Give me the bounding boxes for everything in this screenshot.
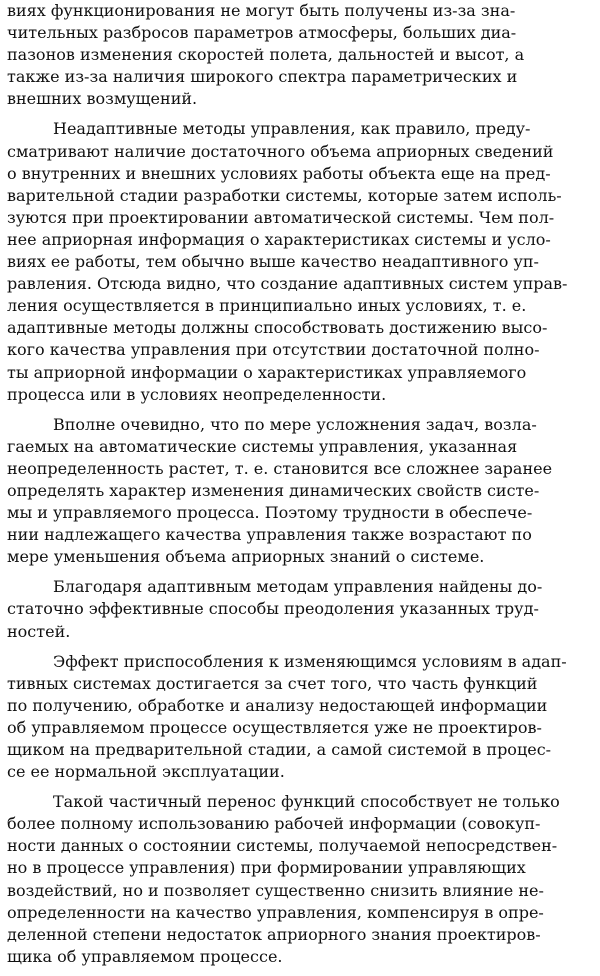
paragraph-2 — [7, 118, 592, 405]
text-line: статочно эффективные способы преодоления указанных труд- — [7, 599, 539, 619]
text-line: неопределенность растет, т. е. становится все сложнее заранее — [7, 458, 553, 478]
text-line: процесса или в условиях неопределенности. — [7, 384, 387, 404]
text-line: сматривают наличие достаточного объема априорных сведений — [7, 141, 554, 161]
text-line: варительной стадии разработки системы, которые затем исполь- — [7, 185, 562, 205]
text-line: более полному использованию рабочей информации (совокуп- — [7, 814, 541, 834]
text-line: виях ее работы, тем обычно выше качество неадаптивного уп- — [7, 252, 539, 272]
text-line: деленной степени недостаток априорного знания проектиров- — [7, 924, 541, 944]
text-line: ты априорной информации о характеристиках управляемого — [7, 362, 527, 382]
text-line: тивных системах достигается за счет того, что часть функций — [7, 673, 538, 693]
paragraph-3 — [7, 414, 592, 569]
text-line: внешних возмущений. — [7, 89, 198, 109]
document-page — [7, 0, 592, 976]
text-line: нии надлежащего качества управления также возрастают по — [7, 525, 532, 545]
text-line: Эффект приспособления к изменяющимся условиям в адап- — [53, 651, 567, 671]
text-line: чительных разбросов параметров атмосферы, больших диа- — [7, 23, 517, 43]
text-line: ления осуществляется в принципиально иных условиях, т. е. — [7, 296, 527, 316]
text-line: определенности на качество управления, компенсируя в опре- — [7, 902, 544, 922]
text-line: воздействий, но и позволяет существенно снизить влияние не- — [7, 880, 544, 900]
text-line: Вполне очевидно, что по мере усложнения задач, возла- — [53, 414, 537, 434]
text-line: Благодаря адаптивным методам управления найдены до- — [53, 577, 543, 597]
paragraph-5 — [7, 651, 592, 784]
paragraph-1 — [7, 0, 592, 110]
text-line: щика об управляемом процессе. — [7, 946, 283, 966]
text-line: зуются при проектировании автоматической системы. Чем пол- — [7, 207, 555, 227]
text-line: мы и управляемого процесса. Поэтому трудности в обеспече- — [7, 503, 533, 523]
text-line: определять характер изменения динамических свойств систе- — [7, 480, 540, 500]
text-line: Неадаптивные методы управления, как правило, преду- — [53, 119, 531, 139]
text-line: адаптивные методы должны способствовать достижению высо- — [7, 318, 548, 338]
text-line: се ее нормальной эксплуатации. — [7, 762, 285, 782]
text-line: но в процессе управления) при формировании управляющих — [7, 858, 526, 878]
text-line: пазонов изменения скоростей полета, дальностей и высот, а — [7, 45, 525, 65]
text-line: равления. Отсюда видно, что создание адаптивных систем управ- — [7, 274, 568, 294]
text-line: ности данных о состоянии системы, получаемой непосредствен- — [7, 836, 558, 856]
text-line: гаемых на автоматические системы управления, указанная — [7, 436, 518, 456]
text-line: виях функционирования не могут быть получены из-за зна- — [7, 1, 516, 20]
text-line: щиком на предварительной стадии, а самой системой в процес- — [7, 740, 552, 759]
text-line: кого качества управления при отсутствии достаточной полно- — [7, 340, 540, 360]
text-line: нее априорная информация о характеристиках системы и усло- — [7, 229, 551, 249]
text-line: мере уменьшения объема априорных знаний о системе. — [7, 547, 485, 567]
text-line: также из-за наличия широкого спектра параметрических и — [7, 67, 518, 87]
text-line: об управляемом процессе осуществляется уже не проектиров- — [7, 717, 542, 737]
text-line: ностей. — [7, 621, 71, 641]
text-line: Такой частичный перенос функций способствует не только — [53, 792, 560, 812]
paragraph-4 — [7, 576, 592, 642]
text-line: по получению, обработке и анализу недостающей информации — [7, 695, 548, 715]
text-line: о внутренних и внешних условиях работы объекта еще на пред- — [7, 163, 551, 183]
paragraph-6 — [7, 791, 592, 968]
